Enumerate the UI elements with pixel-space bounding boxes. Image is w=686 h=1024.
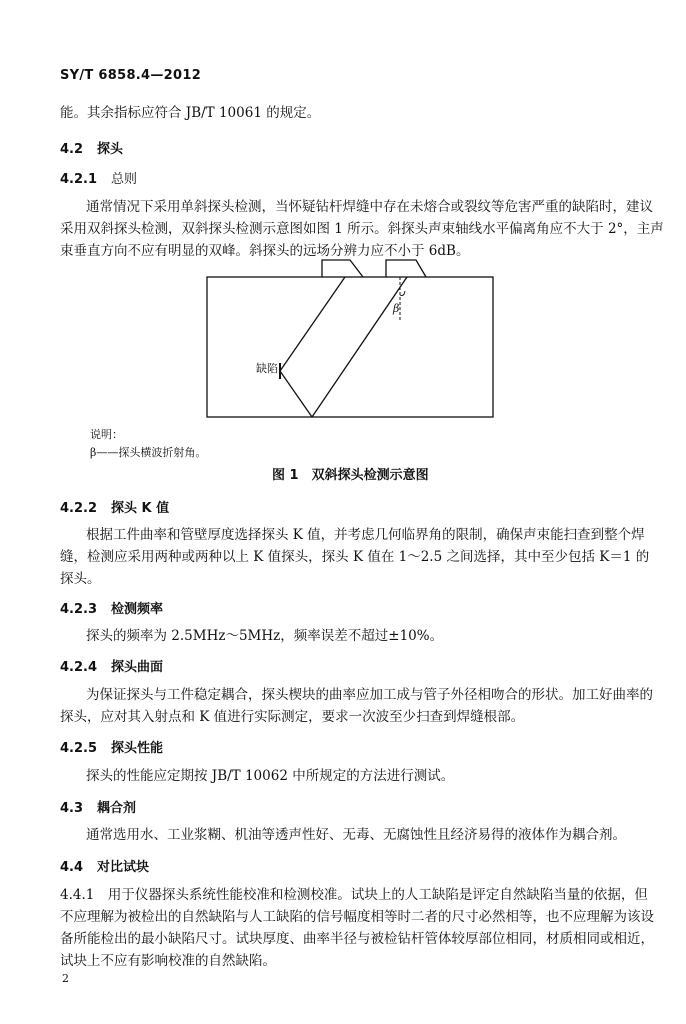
paragraph-line: 为保证探头与工件稳定耦合，探头楔块的曲率应加工成与管子外径相吻合的形状。加工好曲率的 xyxy=(86,687,653,703)
defect-label: 缺陷 xyxy=(256,362,278,375)
section-number: 4.3 xyxy=(60,801,84,816)
paragraph-line: 缝，检测应采用两种或两种以上 K 值探头，探头 K 值在 1～2.5 之间选择，其中至少包括 K＝1 的 xyxy=(60,549,650,565)
beta-arc xyxy=(400,291,405,296)
paragraph-line: 采用双斜探头检测，双斜探头检测示意图如图 1 所示。斜探头声束轴线水平偏离角应不大于 2°，主声 xyxy=(60,221,664,237)
paragraph-line: 通常选用水、工业浆糊、机油等透声性好、无毒、无腐蚀性且经济易得的液体作为耦合剂。 xyxy=(86,827,626,843)
paragraph-line: 备所能检出的最小缺陷尺寸。试块厚度、曲率半径与被检钻杆管体较厚部位相同，材质相同或相近， xyxy=(60,931,654,947)
section-number: 4.2.5 xyxy=(60,741,98,756)
beta-label: β xyxy=(393,302,400,315)
section-heading-4-2-3 xyxy=(60,598,163,617)
section-title: 探头 K 值 xyxy=(111,501,170,516)
paragraph-line: 探头，应对其入射点和 K 值进行实际测定，要求一次波至少扫查到焊缝根部。 xyxy=(60,709,525,725)
figure-caption: 图 1 双斜探头检测示意图 xyxy=(272,468,429,483)
figure-note-title: 说明： xyxy=(90,428,123,441)
beam-path-down xyxy=(280,371,312,417)
standard-header: SY/T 6858.4—2012 xyxy=(60,68,202,83)
section-title: 总则 xyxy=(111,172,138,187)
section-title: 探头 xyxy=(97,142,124,157)
section-heading-4-2-2 xyxy=(60,497,169,516)
section-heading-4-2-4 xyxy=(60,656,163,675)
section-heading-4-4 xyxy=(60,856,149,875)
figure-dual-probe-diagram xyxy=(200,255,500,423)
section-title: 探头性能 xyxy=(111,741,164,756)
paragraph-line: 4.4.1 用于仪器探头系统性能校准和检测校准。试块上的人工缺陷是评定自然缺陷当量的依据，但 xyxy=(60,887,648,903)
section-number: 4.2.3 xyxy=(60,602,98,617)
section-heading-4-2-5 xyxy=(60,737,163,756)
beam-path-right xyxy=(312,277,407,417)
paragraph-line: 试块上不应有影响校准的自然缺陷。 xyxy=(60,953,276,969)
workpiece-outline xyxy=(207,277,493,417)
paragraph-line: 束垂直方向不应有明显的双峰。斜探头的远场分辨力应不小于 6dB。 xyxy=(60,243,470,259)
paragraph-line: 不应理解为被检出的自然缺陷与人工缺陷的信号幅度相等时二者的尺寸必然相等，也不应理解为该设 xyxy=(60,909,654,925)
probe-left-icon xyxy=(322,260,363,277)
section-number: 4.2 xyxy=(60,142,84,157)
paragraph-line: 根据工件曲率和管壁厚度选择探头 K 值，并考虑几何临界角的限制，确保声束能扫查到整个焊 xyxy=(86,527,645,543)
section-number: 4.2.2 xyxy=(60,501,98,516)
section-title: 耦合剂 xyxy=(97,801,137,816)
section-title: 对比试块 xyxy=(97,860,150,875)
section-title: 探头曲面 xyxy=(111,660,164,675)
text-line: 能。其余指标应符合 JB/T 10061 的规定。 xyxy=(60,105,321,121)
paragraph-line: 探头的频率为 2.5MHz～5MHz，频率误差不超过±10%。 xyxy=(86,628,444,644)
section-heading-4-3 xyxy=(60,797,136,816)
probe-right-icon xyxy=(386,260,426,277)
section-heading-4-2 xyxy=(60,138,123,157)
section-title: 检测频率 xyxy=(111,602,164,617)
section-number: 4.2.1 xyxy=(60,172,98,187)
beam-path-left xyxy=(280,277,345,371)
paragraph-line: 探头。 xyxy=(60,571,101,587)
section-number: 4.2.4 xyxy=(60,660,98,675)
paragraph-line: 通常情况下采用单斜探头检测，当怀疑钻杆焊缝中存在未熔合或裂纹等危害严重的缺陷时，建议 xyxy=(86,199,653,215)
section-heading-4-2-1 xyxy=(60,168,137,187)
section-number: 4.4 xyxy=(60,860,84,875)
figure-note-beta: β——探头横波折射角。 xyxy=(90,446,207,459)
paragraph-line: 探头的性能应定期按 JB/T 10062 中所规定的方法进行测试。 xyxy=(86,768,455,784)
page-number: 2 xyxy=(62,972,69,985)
